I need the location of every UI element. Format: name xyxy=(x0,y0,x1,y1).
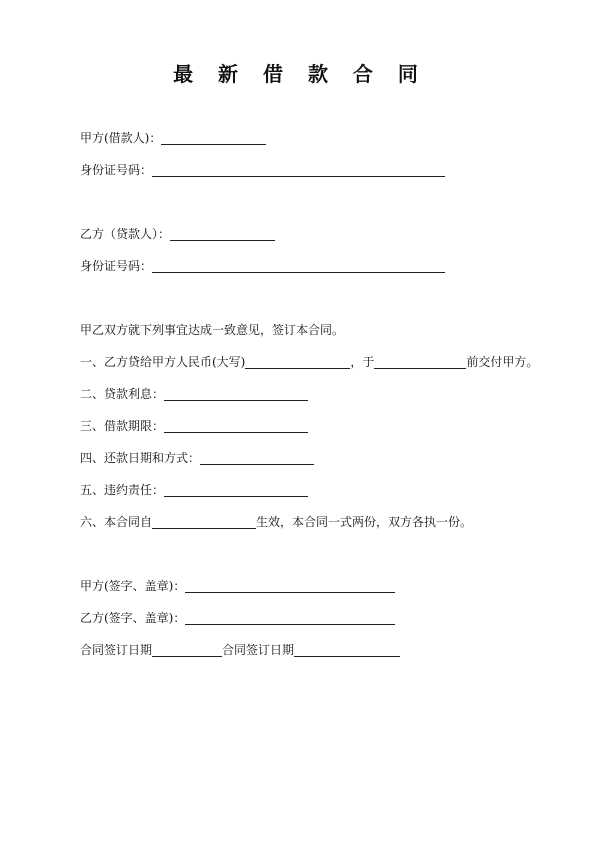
party-b-id-field[interactable] xyxy=(152,258,445,273)
signing-date-field-a[interactable] xyxy=(152,642,222,657)
party-a-label: 甲方(借款人)： xyxy=(80,131,162,145)
party-a-id-label: 身份证号码： xyxy=(80,163,153,177)
party-a-row xyxy=(80,130,266,146)
party-b-label: 乙方（贷款人）： xyxy=(80,227,171,241)
signature-b-field[interactable] xyxy=(185,610,395,625)
signature-a-row xyxy=(80,578,395,594)
signing-date-row xyxy=(80,642,400,658)
signature-a-field[interactable] xyxy=(185,578,395,593)
signing-date-field-b[interactable] xyxy=(294,642,400,657)
clause-1-text-c: 前交付甲方。 xyxy=(466,355,539,369)
party-b-id-label: 身份证号码： xyxy=(80,259,153,273)
signature-b-label: 乙方(签字、盖章)： xyxy=(80,611,186,625)
signature-b-row xyxy=(80,610,395,626)
intro-text: 甲乙双方就下列事宜达成一致意见，签订本合同。 xyxy=(80,323,345,337)
repayment-field[interactable] xyxy=(200,450,314,465)
interest-field[interactable] xyxy=(164,386,308,401)
clause-2-row xyxy=(80,386,308,402)
signature-a-label: 甲方(签字、盖章)： xyxy=(80,579,186,593)
party-a-id-row xyxy=(80,162,445,178)
clause-5-label: 五、违约责任： xyxy=(80,483,165,497)
clause-3-row xyxy=(80,418,308,434)
clause-6-row xyxy=(80,514,472,530)
clause-1-text-b: ，于 xyxy=(350,355,375,369)
party-a-id-field[interactable] xyxy=(152,162,445,177)
clause-2-label: 二、贷款利息： xyxy=(80,387,165,401)
intro-row xyxy=(80,322,344,338)
signing-date-label-a: 合同签订日期 xyxy=(80,643,153,657)
party-b-id-row xyxy=(80,258,445,274)
clause-6-text-b: 生效，本合同一式两份，双方各执一份。 xyxy=(256,515,473,529)
page-title: 最 新 借 款 合 同 xyxy=(173,62,427,86)
clause-4-row xyxy=(80,450,314,466)
effective-date-field[interactable] xyxy=(152,514,256,529)
clause-4-label: 四、还款日期和方式： xyxy=(80,451,201,465)
loan-term-field[interactable] xyxy=(164,418,308,433)
clause-6-text-a: 六、本合同自 xyxy=(80,515,153,529)
party-b-row xyxy=(80,226,275,242)
default-liability-field[interactable] xyxy=(164,482,308,497)
clause-1-row xyxy=(80,354,538,370)
party-b-name-field[interactable] xyxy=(170,226,275,241)
clause-5-row xyxy=(80,482,308,498)
loan-amount-field[interactable] xyxy=(245,354,350,369)
clause-1-text-a: 一、乙方贷给甲方人民币(大写) xyxy=(80,355,246,369)
delivery-date-field[interactable] xyxy=(374,354,466,369)
signing-date-label-b: 合同签订日期 xyxy=(222,643,295,657)
party-a-name-field[interactable] xyxy=(161,130,266,145)
clause-3-label: 三、借款期限： xyxy=(80,419,165,433)
